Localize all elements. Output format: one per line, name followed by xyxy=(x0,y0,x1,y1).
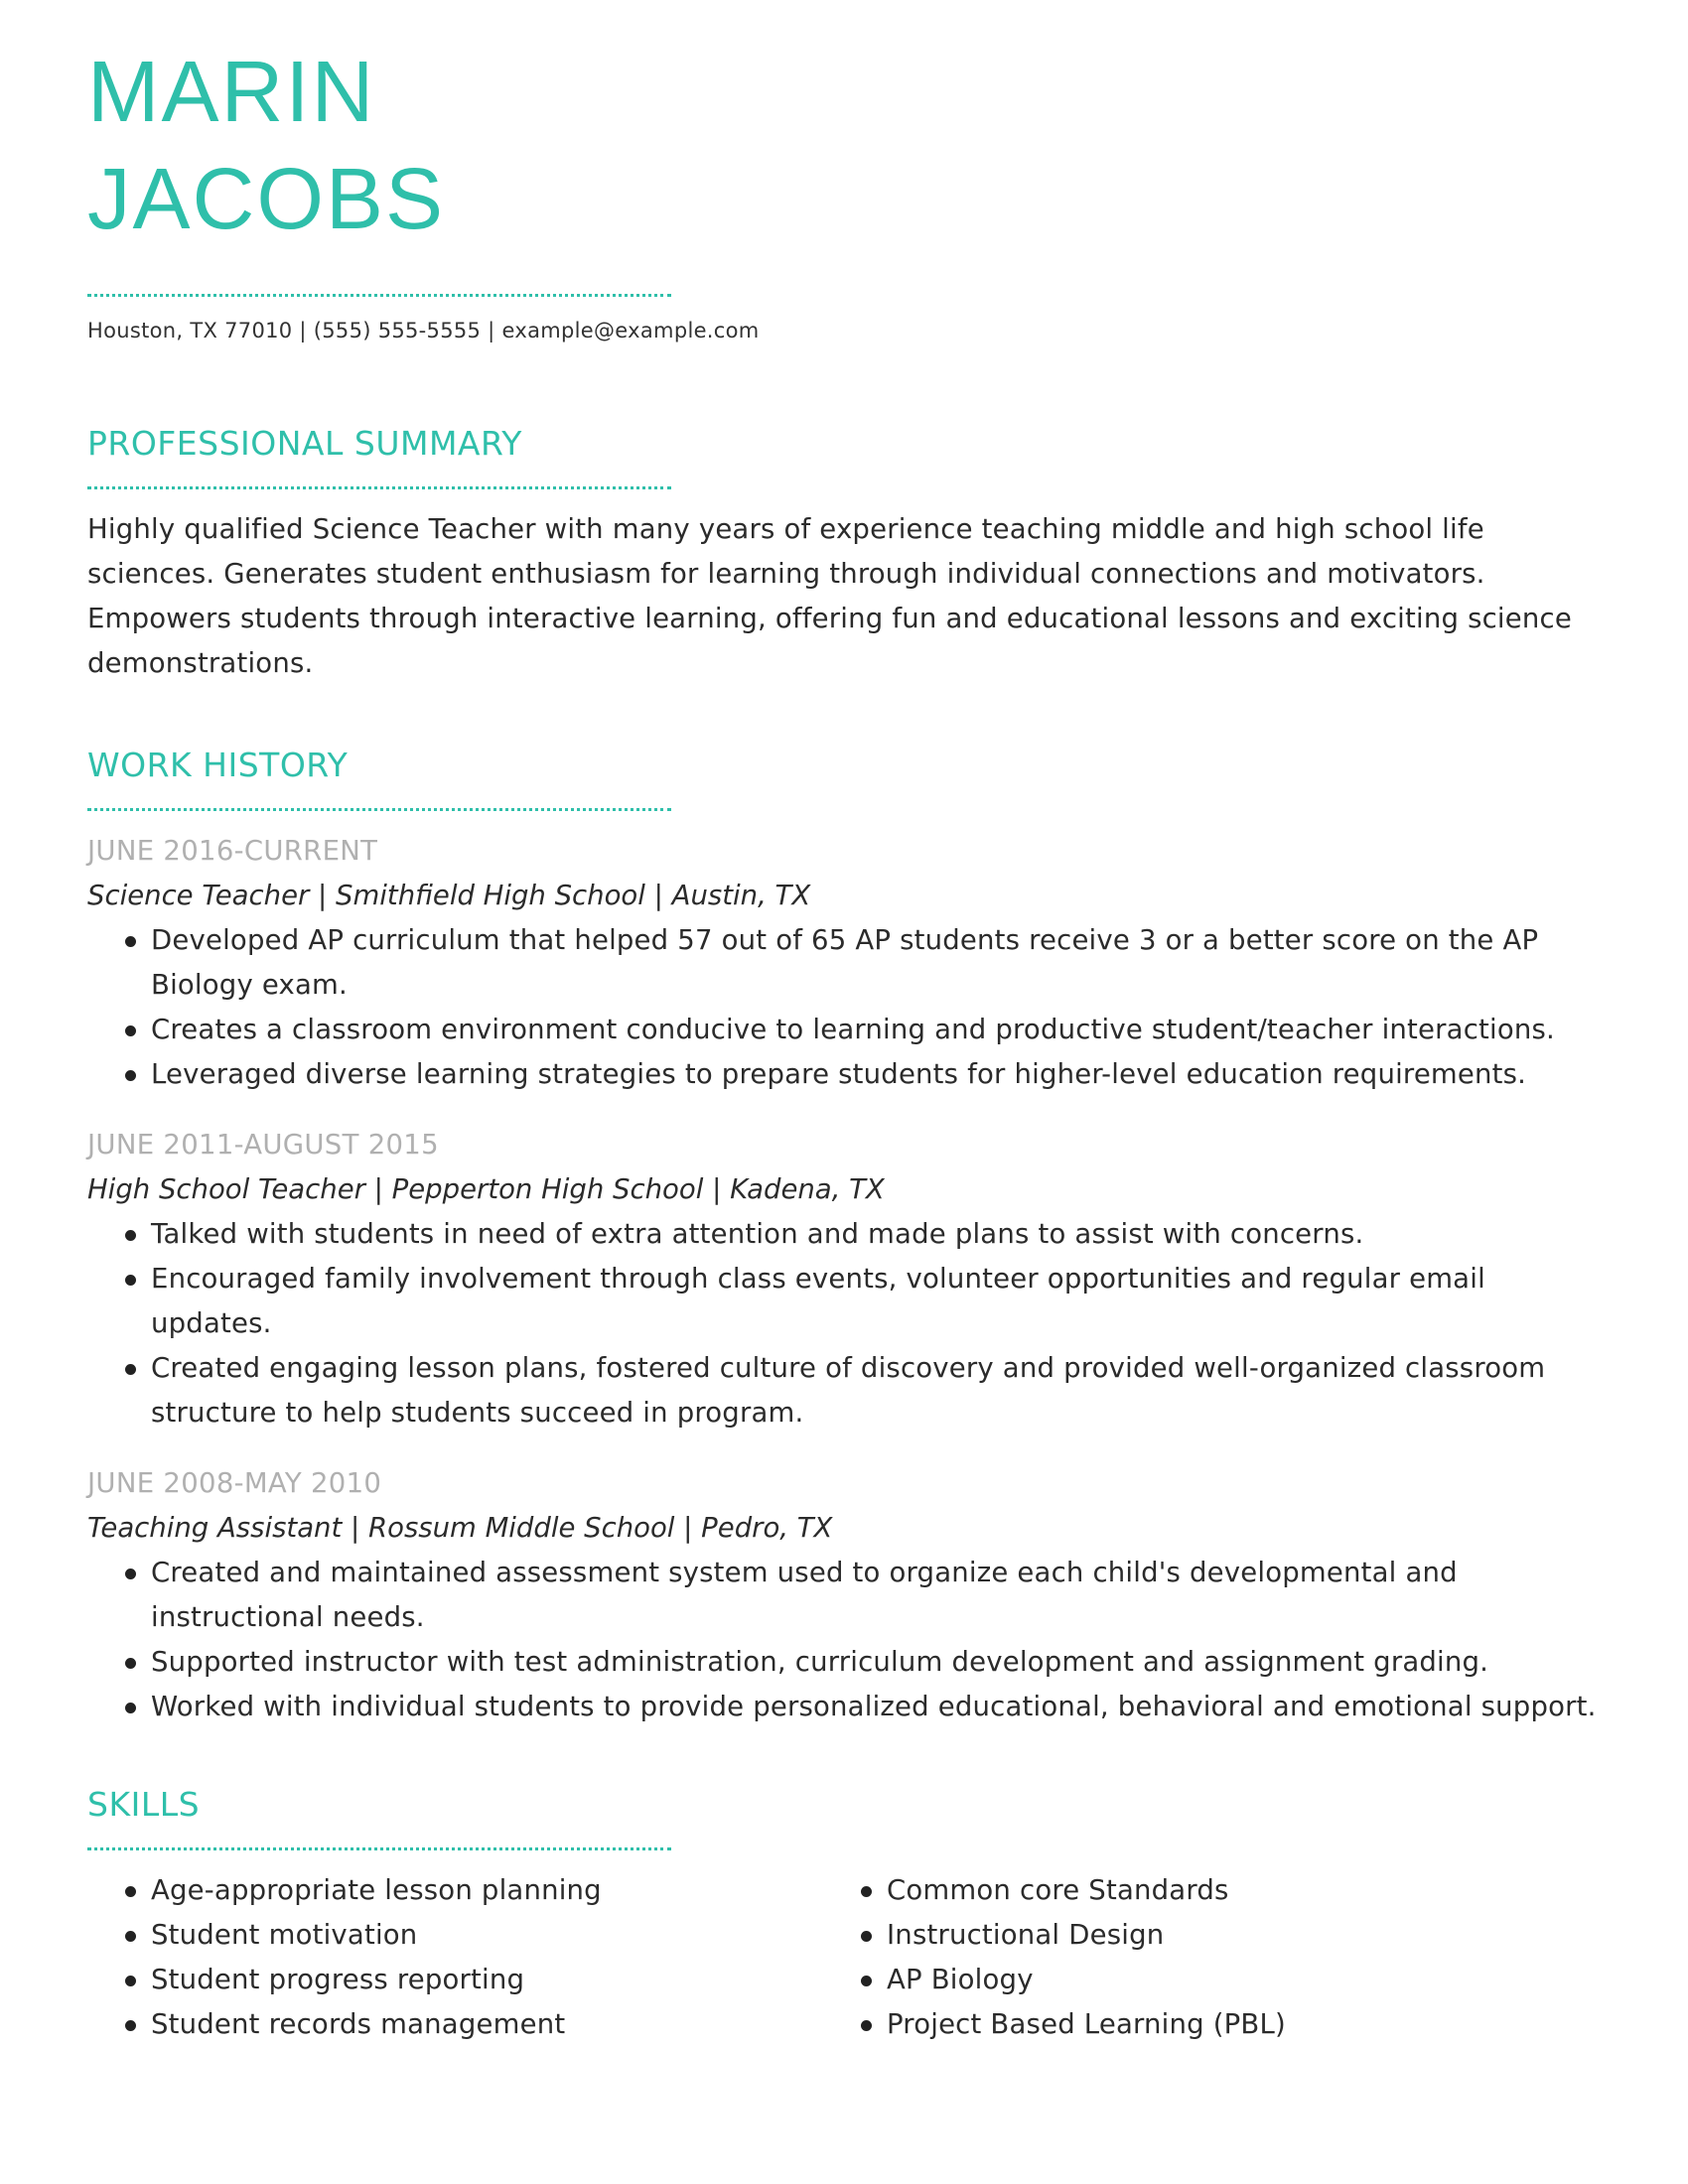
skill-item: Instructional Design xyxy=(887,1913,1597,1958)
skill-item: Student motivation xyxy=(151,1913,861,1958)
skill-item: Student records management xyxy=(151,2002,861,2047)
skills-list-left xyxy=(87,1868,861,2047)
job-bullet: Leveraged diverse learning strategies to prepare students for higher-level education requirements. xyxy=(151,1052,1597,1097)
job-entry xyxy=(87,829,1597,1097)
last-name: JACOBS xyxy=(87,151,446,247)
skill-item: Student progress reporting xyxy=(151,1958,861,2002)
job-dates: JUNE 2011-AUGUST 2015 xyxy=(87,1129,439,1160)
skills-divider xyxy=(87,1847,671,1850)
skill-item: Project Based Learning (PBL) xyxy=(887,2002,1597,2047)
job-dates: JUNE 2016-CURRENT xyxy=(87,835,378,867)
work-history-title: WORK HISTORY xyxy=(87,746,349,784)
job-role: Science Teacher | Smithfield High School | Austin, TX xyxy=(87,880,811,911)
job-bullet: Developed AP curriculum that helped 57 out of 65 AP students receive 3 or a better score on the AP Biology exam. xyxy=(151,918,1597,1008)
contact-line: Houston, TX 77010 | (555) 555-5555 | example@example.com xyxy=(87,319,760,342)
summary-text: Highly qualified Science Teacher with many years of experience teaching middle and high school life sciences. Generates student enthusiasm for learning through individual connections and motivators. Empowers students through interactive learning, offering fun and educational lessons and exciting science demonstrations. xyxy=(87,513,1572,679)
job-bullet: Talked with students in need of extra attention and made plans to assist with concerns. xyxy=(151,1212,1597,1257)
job-bullet: Encouraged family involvement through class events, volunteer opportunities and regular email updates. xyxy=(151,1257,1597,1346)
job-bullets xyxy=(87,1551,1597,1729)
skills-grid xyxy=(87,1868,1597,2047)
job-bullets xyxy=(87,1212,1597,1435)
job-bullet: Creates a classroom environment conducive to learning and productive student/teacher interactions. xyxy=(151,1008,1597,1052)
skill-item: Common core Standards xyxy=(887,1868,1597,1913)
first-name: MARIN xyxy=(87,44,376,140)
job-bullet: Supported instructor with test administration, curriculum development and assignment grading. xyxy=(151,1640,1597,1685)
name-divider xyxy=(87,294,671,297)
skills-title: SKILLS xyxy=(87,1785,201,1824)
skill-item: AP Biology xyxy=(887,1958,1597,2002)
work-history-divider xyxy=(87,808,671,811)
job-bullet: Created and maintained assessment system used to organize each child's developmental and instructional needs. xyxy=(151,1551,1597,1640)
summary-title: PROFESSIONAL SUMMARY xyxy=(87,424,522,463)
job-bullet: Worked with individual students to provide personalized educational, behavioral and emotional support. xyxy=(151,1685,1597,1729)
job-entry xyxy=(87,1123,1597,1435)
job-entry xyxy=(87,1461,1597,1729)
resume-content xyxy=(87,40,1597,2047)
skills-list-right xyxy=(861,1868,1597,2047)
job-role: Teaching Assistant | Rossum Middle School | Pedro, TX xyxy=(87,1512,833,1544)
summary-divider xyxy=(87,486,671,489)
job-bullets xyxy=(87,918,1597,1097)
job-bullet: Created engaging lesson plans, fostered culture of discovery and provided well-organized classroom structure to help students succeed in program. xyxy=(151,1346,1597,1435)
job-dates: JUNE 2008-MAY 2010 xyxy=(87,1467,382,1499)
job-role: High School Teacher | Pepperton High School | Kadena, TX xyxy=(87,1173,885,1205)
skill-item: Age-appropriate lesson planning xyxy=(151,1868,861,1913)
